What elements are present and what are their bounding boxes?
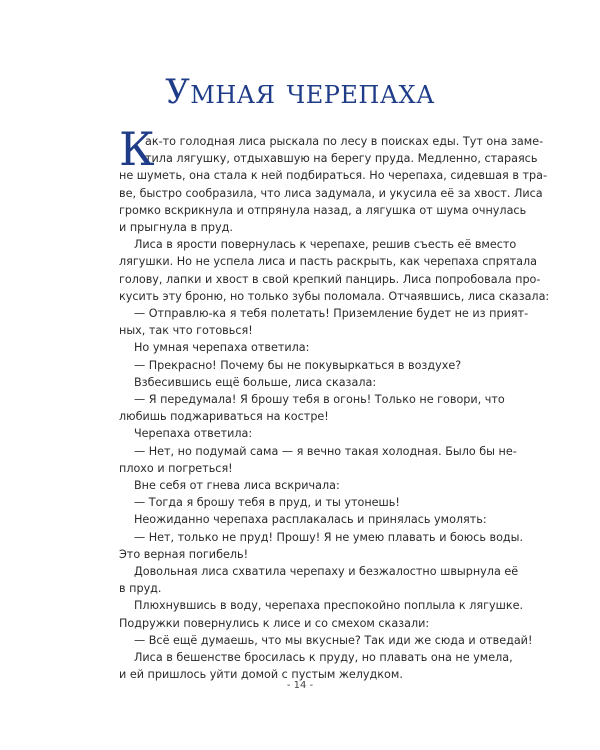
text-line: ных, так что готовься!: [119, 324, 253, 338]
text-line: Подружки повернулись к лисе и со смехом сказали:: [119, 616, 430, 630]
text-line: Но умная черепаха ответила:: [134, 341, 310, 355]
text-line: Взбесившись ещё больше, лиса сказала:: [134, 375, 377, 389]
text-line: — Тогда я брошу тебя в пруд, и ты утонешь!: [134, 496, 400, 510]
text-line: — Отправлю-ка я тебя полетать! Приземление будет не из прият-: [134, 307, 529, 321]
text-line: — Я передумала! Я брошу тебя в огонь! Только не говори, что: [134, 393, 505, 407]
text-line: Это верная погибель!: [119, 547, 249, 561]
text-line: Вне себя от гнева лиса вскричала:: [134, 479, 340, 493]
text-line: голову, лапки и хвост в свой крепкий панцирь. Лиса попробовала про-: [119, 272, 541, 286]
text-line: и ей пришлось уйти домой с пустым желудком.: [119, 668, 403, 682]
drop-cap: К: [119, 122, 155, 176]
text-line: громко вскрикнула и отпрянула назад, а лягушка от шума очнулась: [119, 203, 527, 217]
text-line: Плюхнувшись в воду, черепаха преспокойно поплыла к лягушке.: [134, 599, 524, 613]
text-line: не шуметь, она стала к ней подбираться. Но черепаха, сидевшая в тра-: [119, 169, 547, 183]
text-line: тила лягушку, отдыхавшую на берегу пруда. Медленно, стараясь: [145, 152, 538, 166]
page-number: - 14 -: [286, 680, 314, 691]
text-line: и прыгнула в пруд.: [119, 221, 233, 235]
text-line: Черепаха ответила:: [134, 427, 253, 441]
text-line: любишь поджариваться на костре!: [119, 410, 329, 424]
text-line: кусить эту броню, но только зубы поломала. Отчаявшись, лиса сказала:: [119, 289, 550, 303]
text-line: Довольная лиса схватила черепаху и безжалостно швырнула её: [134, 565, 519, 579]
text-line: ве, быстро сообразила, что лиса задумала, и укусила её за хвост. Лиса: [119, 186, 543, 200]
text-line: — Нет, но подумай сама — я вечно такая холодная. Было бы не-: [134, 444, 517, 458]
text-line: — Всё ещё думаешь, что мы вкусные? Так иди же сюда и отведай!: [134, 633, 533, 647]
text-line: Неожиданно черепаха расплакалась и принялась умолять:: [134, 513, 487, 527]
text-line: Лиса в ярости повернулась к черепахе, решив съесть её вместо: [134, 238, 517, 252]
text-line: — Нет, только не пруд! Прошу! Я не умею плавать и боюсь воды.: [134, 530, 524, 544]
story-title: Умная черепаха: [165, 72, 435, 112]
text-line: — Прекрасно! Почему бы не покувыркаться в воздухе?: [134, 358, 462, 372]
text-line: плохо и погреться!: [119, 461, 233, 475]
text-line: лягушки. Но не успела лиса и пасть раскрыть, как черепаха спрятала: [119, 255, 537, 269]
text-line: Лиса в бешенстве бросилась к пруду, но плавать она не умела,: [134, 651, 513, 665]
text-line: в пруд.: [119, 582, 162, 596]
story-text: [119, 122, 550, 684]
text-line: ак-то голодная лиса рыскала по лесу в поисках еды. Тут она заме-: [145, 135, 544, 148]
